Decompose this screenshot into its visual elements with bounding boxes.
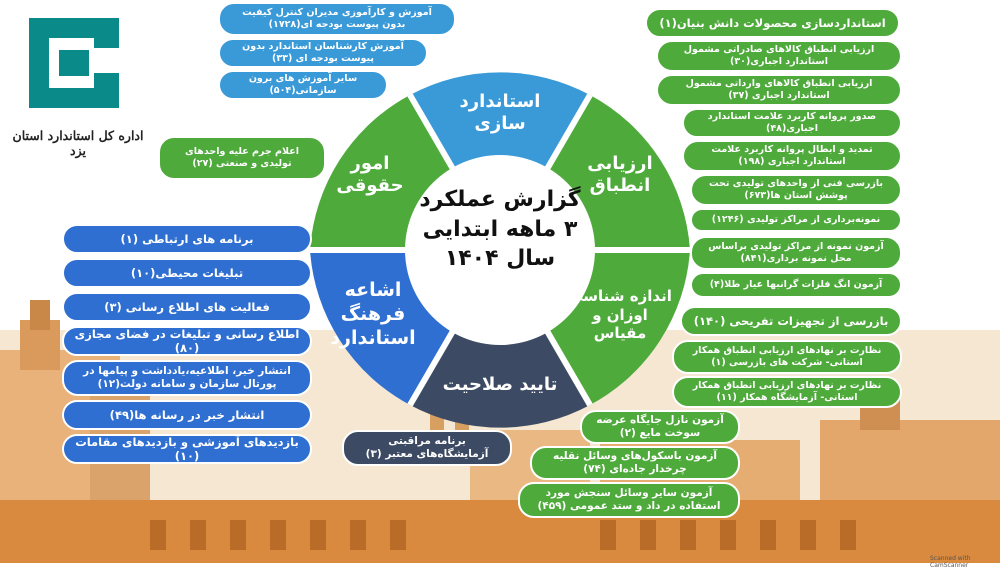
- center-title-line3: سال ۱۴۰۴: [444, 246, 556, 272]
- right-item-12: نظارت بر نهادهای ارزیابی انطباق همکار استانی- آزمایشگاه همکار (۱۱): [672, 376, 902, 408]
- iran-standard-logo: [14, 8, 139, 118]
- segment-standardization: استاندارد سازی: [459, 90, 541, 134]
- org-name: اداره کل استاندارد استان یزد: [12, 128, 144, 158]
- metrology-item-3: آزمون سایر وسائل سنجش مورد استفاده در داد و ستد عمومی (۴۵۹): [518, 482, 740, 518]
- right-item-4: صدور پروانه کاربرد علامت استاندارد اجباری(۴۸): [682, 108, 902, 138]
- center-title-line1: گزارش عملکرد: [419, 187, 581, 212]
- legal-item: اعلام جرم علیه واحدهای تولیدی و صنعتی (۲۷): [158, 136, 326, 180]
- left-item-1: برنامه های ارتباطی (۱): [62, 224, 312, 254]
- left-item-2: تبلیغات محیطی(۱۰): [62, 258, 312, 288]
- metrology-item-1: آزمون نازل جایگاه عرضه سوخت مایع (۲): [580, 410, 740, 444]
- footer-note: Scanned with CamScanner: [930, 555, 971, 569]
- top-item-3: سایر آموزش های برون سازمانی(۵۰۴): [218, 70, 388, 100]
- segment-culture: اشاعه فرهنگ استاندارد: [330, 279, 416, 349]
- metrology-item-2: آزمون باسکول‌های وسائل نقلیه چرخدار جاده‌ای (۷۴): [530, 446, 740, 480]
- right-item-2: ارزیابی انطباق کالاهای صادراتی مشمول استاندارد اجباری(۳۰): [656, 40, 902, 72]
- segment-metrology: اندازه شناسی اوزان و مقیاس: [568, 286, 672, 343]
- right-item-9: آزمون انگ فلزات گرانبها عیار طلا(۴): [690, 272, 902, 298]
- left-item-5: انتشار خبر، اطلاعیه،یادداشت و پیامها در پورتال سازمان و سامانه دولت(۱۲): [62, 360, 312, 396]
- right-item-3: ارزیابی انطباق کالاهای وارداتی مشمول استاندارد اجباری (۳۷): [656, 74, 902, 106]
- competence-item: برنامه مراقبتی آزمایشگاه‌های معتبر (۳): [342, 430, 512, 466]
- top-item-2: آموزش کارشناسان استاندارد بدون پیوست بودجه ای (۳۳): [218, 38, 428, 68]
- left-item-6: انتشار خبر در رسانه ها(۴۹): [62, 400, 312, 430]
- right-item-11: نظارت بر نهادهای ارزیابی انطباق همکار استانی- شرکت های بازرسی (۱): [672, 340, 902, 374]
- right-item-7: نمونه‌برداری از مراکز تولیدی (۱۲۴۶): [690, 208, 902, 232]
- top-item-1: آموزش و کارآموزی مدیران کنترل کیفیت بدون پیوست بودجه ای(۱۷۲۸): [218, 2, 456, 36]
- segment-competence: تایید صلاحیت: [442, 373, 558, 395]
- right-item-10: بازرسی از تجهیزات تفریحی (۱۴۰): [680, 306, 902, 336]
- left-item-3: فعالیت های اطلاع رسانی (۳): [62, 292, 312, 322]
- segment-conformity: ارزیابی انطباق: [587, 152, 653, 196]
- right-item-6: بازرسی فنی از واحدهای تولیدی تحت پوشش استان ها(۶۷۳): [690, 174, 902, 206]
- left-item-4: اطلاع رسانی و تبلیغات در فضای مجازی (۸۰): [62, 326, 312, 356]
- left-item-7: بازدیدهای آموزشی و بازدیدهای مقامات (۱۰): [62, 434, 312, 464]
- center-title: [405, 185, 595, 274]
- right-item-5: تمدید و ابطال پروانه کاربرد علامت استاندارد اجباری (۱۹۸): [682, 140, 902, 172]
- center-title-line2: ۳ ماهه ابتدایی: [422, 216, 578, 242]
- right-item-8: آزمون نمونه از مراکز تولیدی براساس محل نمونه برداری(۸۴۱): [690, 236, 902, 270]
- segment-legal: امور حقوقی: [336, 152, 404, 196]
- right-item-1: استانداردسازی محصولات دانش بنیان(۱): [645, 8, 900, 38]
